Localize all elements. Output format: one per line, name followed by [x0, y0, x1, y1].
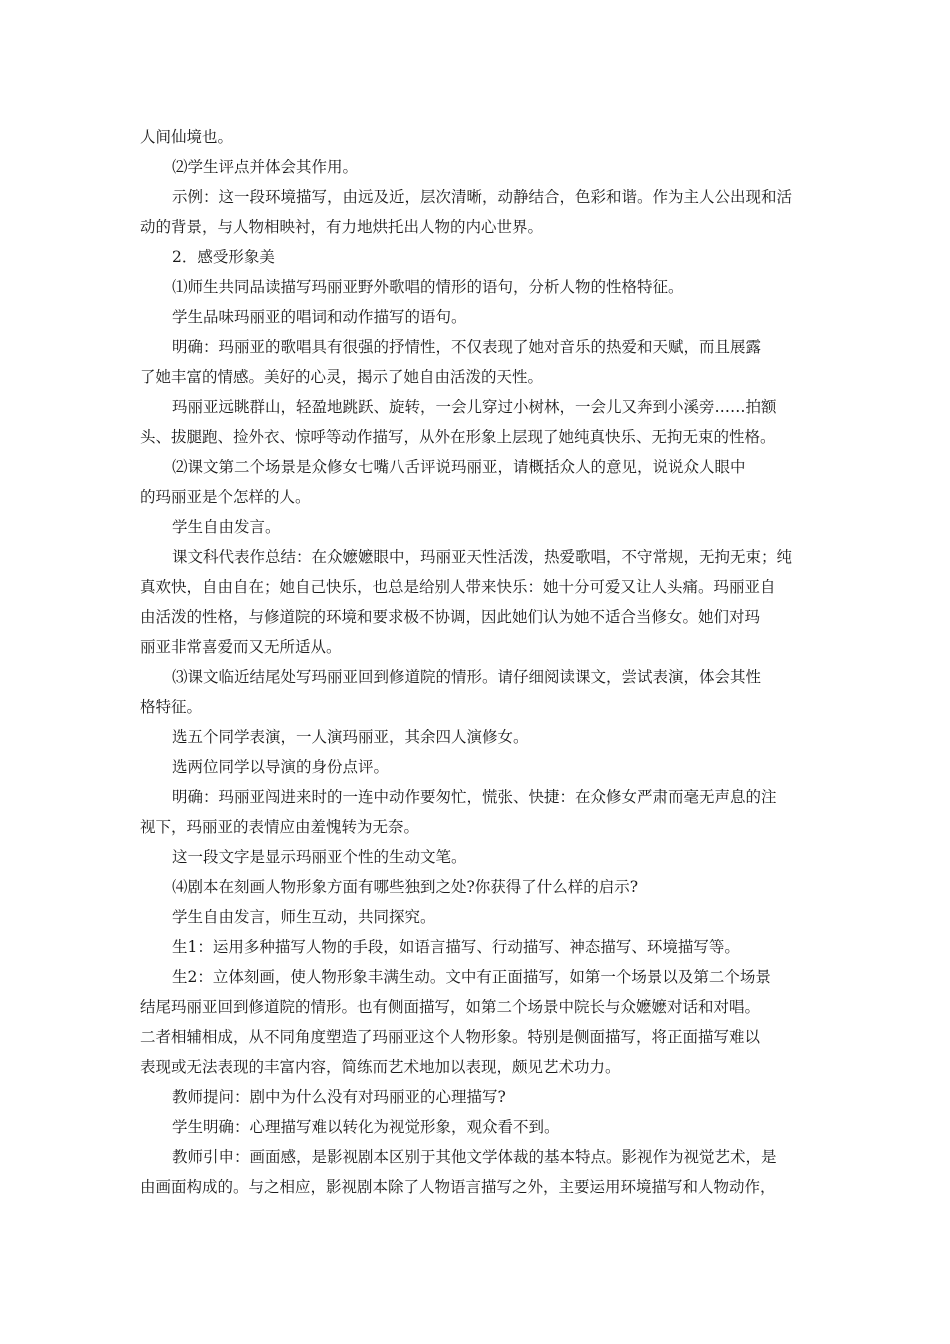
text-line: 生1：运用多种描写人物的手段，如语言描写、行动描写、神态描写、环境描写等。	[172, 938, 740, 956]
text-line: 教师提问：剧中为什么没有对玛丽亚的心理描写?	[172, 1088, 506, 1106]
text-line: 表现或无法表现的丰富内容，简练而艺术地加以表现，颇见艺术功力。	[140, 1058, 621, 1076]
text-line: 真欢快，自由自在；她自己快乐，也总是给别人带来快乐：她十分可爱又让人头痛。玛丽亚自	[140, 578, 776, 596]
text-line: 视下，玛丽亚的表情应由羞愧转为无奈。	[140, 818, 420, 836]
text-line: 课文科代表作总结：在众嬷嬷眼中，玛丽亚天性活泼，热爱歌唱，不守常规，无拘无束；纯	[172, 548, 793, 566]
text-line: 生2：立体刻画，使人物形象丰满生动。文中有正面描写，如第一个场景以及第二个场景	[172, 968, 771, 986]
text-line: 2．感受形象美	[172, 248, 275, 266]
text-line: 由画面构成的。与之相应，影视剧本除了人物语言描写之外，主要运用环境描写和人物动作，	[140, 1178, 776, 1196]
text-line: 的玛丽亚是个怎样的人。	[140, 488, 311, 506]
text-line: 这一段文字是显示玛丽亚个性的生动文笔。	[172, 848, 467, 866]
text-line: ⑴师生共同品读描写玛丽亚野外歌唱的情形的语句，分析人物的性格特征。	[172, 278, 684, 296]
text-line: 动的背景，与人物相映衬，有力地烘托出人物的内心世界。	[140, 218, 544, 236]
text-line: 了她丰富的情感。美好的心灵，揭示了她自由活泼的天性。	[140, 368, 544, 386]
text-line: ⑷剧本在刻画人物形象方面有哪些独到之处?你获得了什么样的启示?	[172, 878, 639, 896]
text-line: 示例：这一段环境描写，由远及近，层次清晰，动静结合，色彩和谐。作为主人公出现和活	[172, 188, 793, 206]
text-line: 学生自由发言，师生互动，共同探究。	[172, 908, 436, 926]
text-line: 格特征。	[140, 698, 203, 716]
text-line: ⑶课文临近结尾处写玛丽亚回到修道院的情形。请仔细阅读课文，尝试表演，体会其性	[172, 668, 762, 686]
text-line: 明确：玛丽亚的歌唱具有很强的抒情性，不仅表现了她对音乐的热爱和天赋，而且展露	[172, 338, 762, 356]
text-line: ⑵课文第二个场景是众修女七嘴八舌评说玛丽亚，请概括众人的意见，说说众人眼中	[172, 458, 746, 476]
text-line: 学生品味玛丽亚的唱词和动作描写的语句。	[172, 308, 467, 326]
text-line: 由活泼的性格，与修道院的环境和要求极不协调，因此她们认为她不适合当修女。她们对玛	[140, 608, 761, 626]
text-line: ⑵学生评点并体会其作用。	[172, 158, 359, 176]
text-line: 学生明确：心理描写难以转化为视觉形象，观众看不到。	[172, 1118, 560, 1136]
text-line: 玛丽亚远眺群山，轻盈地跳跃、旋转，一会儿穿过小树林，一会儿又奔到小溪旁……拍额	[172, 398, 777, 416]
text-line: 人间仙境也。	[140, 128, 234, 146]
text-line: 选两位同学以导演的身份点评。	[172, 758, 390, 776]
text-line: 结尾玛丽亚回到修道院的情形。也有侧面描写，如第二个场景中院长与众嬷嬷对话和对唱。	[140, 998, 761, 1016]
text-line: 明确：玛丽亚闯进来时的一连中动作要匆忙，慌张、快捷：在众修女严肃而毫无声息的注	[172, 788, 777, 806]
document-body	[140, 122, 812, 1202]
text-line: 学生自由发言。	[172, 518, 281, 536]
text-line: 头、拔腿跑、捡外衣、惊呼等动作描写，从外在形象上层现了她纯真快乐、无拘无束的性格。	[140, 428, 776, 446]
text-line: 丽亚非常喜爱而又无所适从。	[140, 638, 342, 656]
text-line: 选五个同学表演，一人演玛丽亚，其余四人演修女。	[172, 728, 529, 746]
text-line: 教师引申：画面感，是影视剧本区别于其他文学体裁的基本特点。影视作为视觉艺术，是	[172, 1148, 777, 1166]
text-line: 二者相辅相成，从不同角度塑造了玛丽亚这个人物形象。特别是侧面描写，将正面描写难以	[140, 1028, 761, 1046]
